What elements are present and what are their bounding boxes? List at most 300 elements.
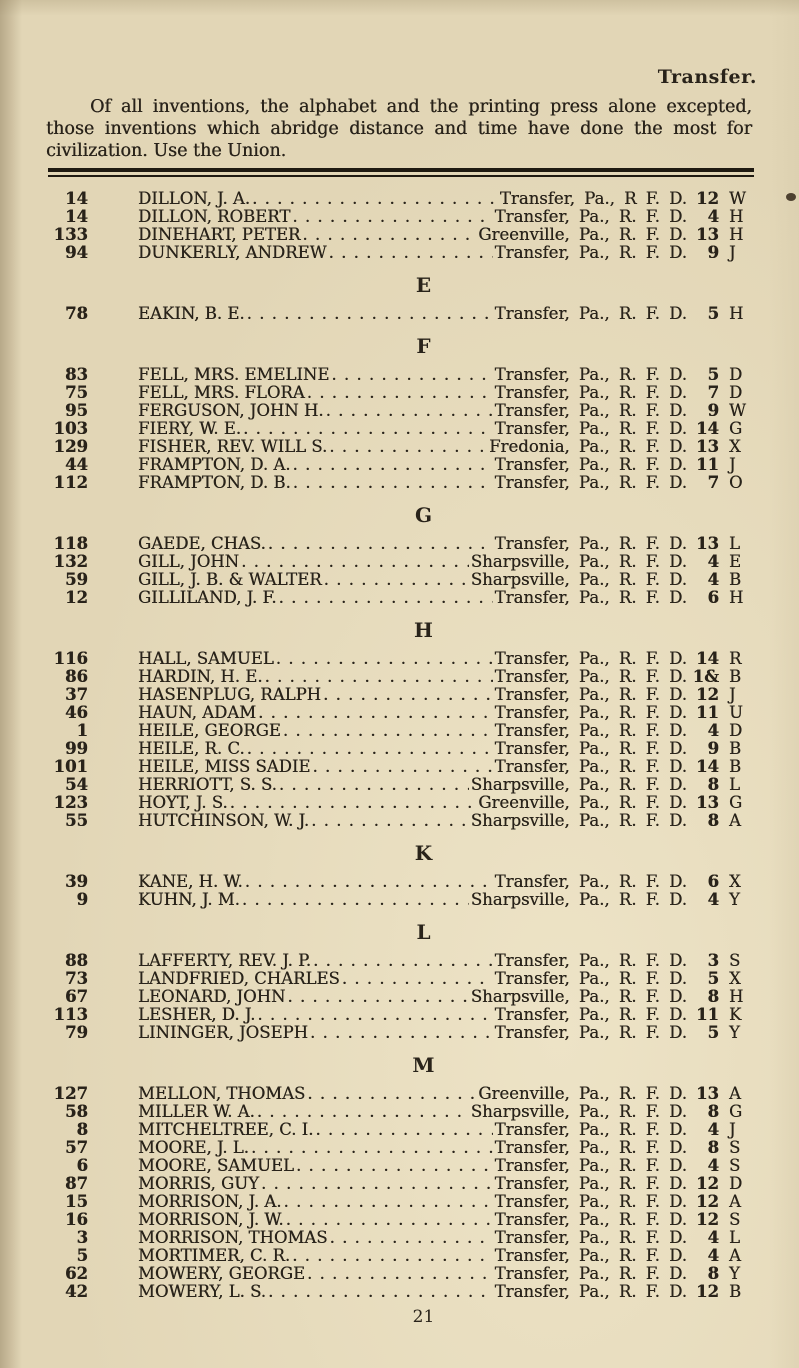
route-code: D [729,1174,743,1193]
entry-number: 78 [65,304,88,323]
entry-number: 132 [53,552,88,571]
directory-row [0,776,757,794]
leader-dots [296,1157,493,1175]
entry-name: DINEHART, PETER [138,225,301,244]
entry-number: 15 [65,1192,88,1211]
entry-number: 101 [53,757,88,776]
route-code: J [729,685,736,704]
route-number: 6 [707,588,719,607]
route-code: H [729,225,744,244]
leader-dots [292,456,492,474]
route-code: H [729,304,744,323]
entry-name: MOORE, SAMUEL [138,1156,294,1175]
directory-row [0,1265,757,1283]
leader-dots [326,402,493,420]
route-number: 9 [707,243,719,262]
entry-number: 8 [76,1120,88,1139]
entry-location: Transfer, Pa., R. F. D. [494,534,687,553]
directory-row [0,226,757,244]
route-number: 11 [696,703,719,722]
entry-location: Transfer, Pa., R. F. D. [494,455,687,474]
directory-row [0,1229,757,1247]
leader-dots [292,208,492,226]
directory-row [0,420,757,438]
entry-location: Transfer, Pa., R. F. D. [494,243,687,262]
directory-row [0,208,757,226]
route-number: 12 [696,685,719,704]
leader-dots [312,758,492,776]
route-code: L [729,1228,740,1247]
entry-location: Sharpsville, Pa., R. F. D. [470,890,687,909]
entry-name: KUHN, J. M. [138,890,240,909]
leader-dots [283,1193,492,1211]
directory-row [0,1157,757,1175]
entry-location: Sharpsville, Pa., R. F. D. [470,775,687,794]
entry-name: EAKIN, B. E. [138,304,245,323]
entry-name: FRAMPTON, D. A. [138,455,291,474]
directory-row [0,589,757,607]
directory-row [0,244,757,262]
route-code: L [729,534,740,553]
directory-row [0,1103,757,1121]
entry-name: LEONARD, JOHN [138,987,286,1006]
route-number: 4 [707,552,719,571]
route-code: W [729,189,746,208]
entry-location: Transfer, Pa., R. F. D. [494,721,687,740]
leader-dots [286,1211,493,1229]
entry-number: 5 [76,1246,88,1265]
entry-name: LININGER, JOSEPH [138,1023,308,1042]
directory-row [0,456,757,474]
leader-dots [230,794,477,812]
entry-number: 37 [65,685,88,704]
route-code: X [729,437,741,456]
leader-dots [331,366,492,384]
entry-name: FELL, MRS. EMELINE [138,365,330,384]
directory-row [0,873,757,891]
entry-location: Greenville, Pa., R. F. D. [478,793,687,812]
directory-row [0,891,757,909]
directory-row [0,758,757,776]
entry-name: MITCHELTREE, C. I. [138,1120,314,1139]
leader-dots [257,1006,492,1024]
entry-location: Transfer, Pa., R. F. D. [494,969,687,988]
section-heading: H [414,618,433,642]
leader-dots [258,704,493,722]
entry-number: 94 [65,243,88,262]
route-code: S [729,1138,741,1157]
entry-name: FISHER, REV. WILL S. [138,437,328,456]
route-number: 6 [707,872,719,891]
route-number: 9 [707,739,719,758]
route-number: 11 [696,1005,719,1024]
leader-dots [241,553,469,571]
entry-number: 133 [53,225,88,244]
directory-row [0,305,757,323]
leader-dots [257,1103,469,1121]
entry-number: 127 [53,1084,88,1103]
entry-name: HOYT, J. S. [138,793,228,812]
directory-row [0,1247,757,1265]
route-code: A [729,1246,741,1265]
entry-number: 95 [65,401,88,420]
double-rule [48,168,754,177]
route-number: 14 [696,649,719,668]
directory-row [0,384,757,402]
entry-number: 87 [65,1174,88,1193]
route-code: B [729,667,742,686]
section-heading: L [416,920,431,944]
leader-dots [252,190,498,208]
entry-number: 62 [65,1264,88,1283]
entry-number: 16 [65,1210,88,1229]
entry-location: Transfer, Pa., R. F. D. [494,1156,687,1175]
leader-dots [279,776,469,794]
entry-location: Transfer, Pa., R. F. D. [494,473,687,492]
route-number: 7 [707,383,719,402]
route-number: 12 [696,1192,719,1211]
route-number: 8 [707,1102,719,1121]
directory-row [0,650,757,668]
entry-number: 113 [53,1005,88,1024]
route-number: 4 [707,1156,719,1175]
entry-name: FELL, MRS. FLORA [138,383,305,402]
route-code: J [729,243,736,262]
entry-number: 14 [65,189,88,208]
entry-location: Transfer, Pa., R. F. D. [494,703,687,722]
leader-dots [265,668,493,686]
entry-number: 6 [76,1156,88,1175]
leader-dots [245,873,493,891]
directory-listing [0,190,757,1301]
leader-dots [268,1283,493,1301]
entry-name: HEILE, R. C. [138,739,245,758]
directory-row [0,366,757,384]
route-code: J [729,455,736,474]
entry-location: Transfer, Pa., R. F. D. [494,1228,687,1247]
entry-location: Greenville, Pa., R. F. D. [478,1084,687,1103]
entry-location: Transfer, Pa., R. F. D. [494,1120,687,1139]
entry-location: Sharpsville, Pa., R. F. D. [470,811,687,830]
route-code: Y [729,1023,740,1042]
route-number: 12 [696,1210,719,1229]
entry-name: MOWERY, L. S. [138,1282,267,1301]
entry-number: 55 [65,811,88,830]
directory-row [0,553,757,571]
route-number: 8 [707,1138,719,1157]
route-number: 8 [707,811,719,830]
entry-name: GILL, J. B. & WALTER [138,570,322,589]
entry-location: Transfer, Pa., R. F. D. [494,304,687,323]
entry-name: HEILE, MISS SADIE [138,757,311,776]
route-number: 7 [707,473,719,492]
leader-dots [323,686,493,704]
entry-name: FIERY, W. E. [138,419,242,438]
leader-dots [261,1175,493,1193]
entry-location: Transfer, Pa., R. F. D. [494,365,687,384]
entry-number: 99 [65,739,88,758]
entry-location: Sharpsville, Pa., R. F. D. [470,1102,687,1121]
entry-number: 42 [65,1282,88,1301]
entry-name: MORRISON, THOMAS [138,1228,328,1247]
leader-dots [292,1247,492,1265]
entry-name: HASENPLUG, RALPH [138,685,322,704]
route-code: H [729,987,744,1006]
leader-dots [330,1229,493,1247]
leader-dots [313,952,493,970]
route-code: W [729,401,746,420]
entry-location: Transfer, Pa., R. F. D. [494,1264,687,1283]
route-code: S [729,951,741,970]
entry-number: 12 [65,588,88,607]
entry-name: MORRISON, J. A. [138,1192,282,1211]
route-number: 4 [707,570,719,589]
route-number: 5 [707,969,719,988]
entry-location: Transfer, Pa., R. F. D. [494,685,687,704]
directory-row [0,740,757,758]
route-number: 4 [707,1120,719,1139]
entry-name: MORRISON, J. W. [138,1210,284,1229]
directory-row [0,1139,757,1157]
entry-location: Greenville, Pa., R. F. D. [478,225,687,244]
directory-row [0,571,757,589]
route-number: 9 [707,401,719,420]
entry-name: LESHER, D. J. [138,1005,256,1024]
leader-dots [324,571,469,589]
route-number: 4 [707,207,719,226]
directory-row [0,1121,757,1139]
entry-name: HARDIN, H. E. [138,667,263,686]
entry-number: 9 [76,890,88,909]
route-number: 5 [707,304,719,323]
entry-location: Sharpsville, Pa., R. F. D. [470,987,687,1006]
section-heading: M [412,1053,435,1077]
entry-number: 14 [65,207,88,226]
route-number: 12 [696,1174,719,1193]
leader-dots [307,1085,476,1103]
section-heading: G [414,503,433,527]
leader-dots [242,891,469,909]
entry-name: DILLON, ROBERT [138,207,291,226]
route-code: B [729,570,742,589]
route-code: B [729,739,742,758]
route-code: K [729,1005,742,1024]
entry-name: FERGUSON, JOHN H. [138,401,324,420]
entry-location: Sharpsville, Pa., R. F. D. [470,570,687,589]
section-heading: K [414,841,433,865]
directory-row [0,704,757,722]
route-code: D [729,365,743,384]
route-code: A [729,1192,741,1211]
entry-location: Transfer, Pa., R. F. D. [494,951,687,970]
entry-name: MOORE, J. L. [138,1138,249,1157]
route-code: O [729,473,743,492]
leader-dots [251,1139,493,1157]
running-head: Transfer. [657,66,757,88]
entry-location: Transfer, Pa., R. F. D. [494,739,687,758]
entry-name: MORTIMER, C. R. [138,1246,291,1265]
directory-row [0,970,757,988]
entry-location: Transfer, Pa., R. F. D. [494,1174,687,1193]
entry-name: GILL, JOHN [138,552,240,571]
entry-name: MORRIS, GUY [138,1174,259,1193]
route-code: G [729,1102,743,1121]
directory-row [0,535,757,553]
route-code: A [729,811,741,830]
entry-number: 3 [76,1228,88,1247]
route-code: B [729,1282,742,1301]
route-number: 4 [707,721,719,740]
entry-location: Transfer, Pa., R. F. D. [494,1023,687,1042]
directory-row [0,1006,757,1024]
entry-location: Transfer, Pa., R. F. D. [494,649,687,668]
route-code: H [729,207,744,226]
route-number: 8 [707,987,719,1006]
route-number: 13 [696,225,719,244]
entry-number: 46 [65,703,88,722]
leader-dots [276,650,493,668]
route-number: 12 [696,1282,719,1301]
entry-name: MILLER W. A. [138,1102,255,1121]
entry-location: Transfer, Pa., R F. D. [499,189,687,208]
entry-location: Transfer, Pa., R. F. D. [494,419,687,438]
leader-dots [302,226,476,244]
directory-row [0,1283,757,1301]
leader-dots [342,970,493,988]
entry-number: 54 [65,775,88,794]
route-code: D [729,383,743,402]
route-number: 11 [696,455,719,474]
entry-number: 75 [65,383,88,402]
directory-row [0,812,757,830]
entry-number: 86 [65,667,88,686]
leader-dots [279,589,493,607]
entry-location: Transfer, Pa., R. F. D. [494,401,687,420]
leader-dots [287,988,468,1006]
entry-location: Transfer, Pa., R. F. D. [494,1210,687,1229]
entry-number: 59 [65,570,88,589]
entry-name: DUNKERLY, ANDREW [138,243,327,262]
leader-dots [311,812,469,830]
entry-name: HALL, SAMUEL [138,649,274,668]
entry-location: Transfer, Pa., R. F. D. [494,1246,687,1265]
leader-dots [247,305,493,323]
route-code: D [729,721,743,740]
route-code: L [729,775,740,794]
route-number: 13 [696,793,719,812]
entry-name: GAEDE, CHAS. [138,534,266,553]
route-number: 5 [707,365,719,384]
route-code: U [729,703,743,722]
route-number: 3 [707,951,719,970]
entry-location: Transfer, Pa., R. F. D. [494,757,687,776]
directory-row [0,1024,757,1042]
entry-number: 103 [53,419,88,438]
entry-number: 57 [65,1138,88,1157]
route-code: G [729,419,743,438]
route-code: J [729,1120,736,1139]
entry-location: Fredonia, Pa., R. F. D. [489,437,687,456]
entry-name: GILLILAND, J. F. [138,588,277,607]
entry-number: 44 [65,455,88,474]
leader-dots [247,740,493,758]
route-number: 14 [696,757,719,776]
route-number: 4 [707,1228,719,1247]
route-number: 4 [707,1246,719,1265]
route-number: 12 [696,189,719,208]
route-number: 8 [707,1264,719,1283]
entry-location: Transfer, Pa., R. F. D. [494,1282,687,1301]
leader-dots [307,1265,493,1283]
entry-name: MOWERY, GEORGE [138,1264,305,1283]
entry-name: HEILE, GEORGE [138,721,281,740]
route-code: S [729,1156,741,1175]
route-code: H [729,588,744,607]
route-number: 13 [696,437,719,456]
entry-number: 58 [65,1102,88,1121]
directory-row [0,190,757,208]
entry-number: 129 [53,437,88,456]
route-code: A [729,1084,741,1103]
route-code: B [729,757,742,776]
route-number: 5 [707,1023,719,1042]
directory-row [0,1193,757,1211]
directory-row [0,1085,757,1103]
route-number: 1& [692,667,719,686]
entry-location: Transfer, Pa., R. F. D. [494,383,687,402]
entry-number: 112 [53,473,88,492]
entry-number: 39 [65,872,88,891]
route-number: 8 [707,775,719,794]
route-number: 4 [707,890,719,909]
entry-name: HUTCHINSON, W. J. [138,811,310,830]
leader-dots [243,420,493,438]
entry-number: 116 [53,649,88,668]
entry-number: 1 [76,721,88,740]
directory-row [0,438,757,456]
directory-row [0,668,757,686]
entry-location: Transfer, Pa., R. F. D. [494,667,687,686]
section-heading: E [415,273,432,297]
scan-speck [786,193,796,201]
directory-row [0,1175,757,1193]
entry-number: 118 [53,534,88,553]
entry-number: 79 [65,1023,88,1042]
leader-dots [310,1024,493,1042]
entry-number: 83 [65,365,88,384]
route-code: G [729,793,743,812]
entry-number: 88 [65,951,88,970]
leader-dots [329,438,487,456]
entry-number: 123 [53,793,88,812]
entry-name: HERRIOTT, S. S. [138,775,277,794]
entry-name: FRAMPTON, D. B. [138,473,291,492]
directory-row [0,952,757,970]
leader-dots [307,384,493,402]
route-number: 13 [696,534,719,553]
entry-name: LANDFRIED, CHARLES [138,969,340,988]
directory-row [0,474,757,492]
entry-number: 73 [65,969,88,988]
leader-dots [329,244,493,262]
entry-name: LAFFERTY, REV. J. P. [138,951,312,970]
directory-row [0,988,757,1006]
entry-name: MELLON, THOMAS [138,1084,306,1103]
entry-location: Transfer, Pa., R. F. D. [494,207,687,226]
directory-row [0,722,757,740]
leader-dots [293,474,493,492]
route-code: X [729,872,741,891]
